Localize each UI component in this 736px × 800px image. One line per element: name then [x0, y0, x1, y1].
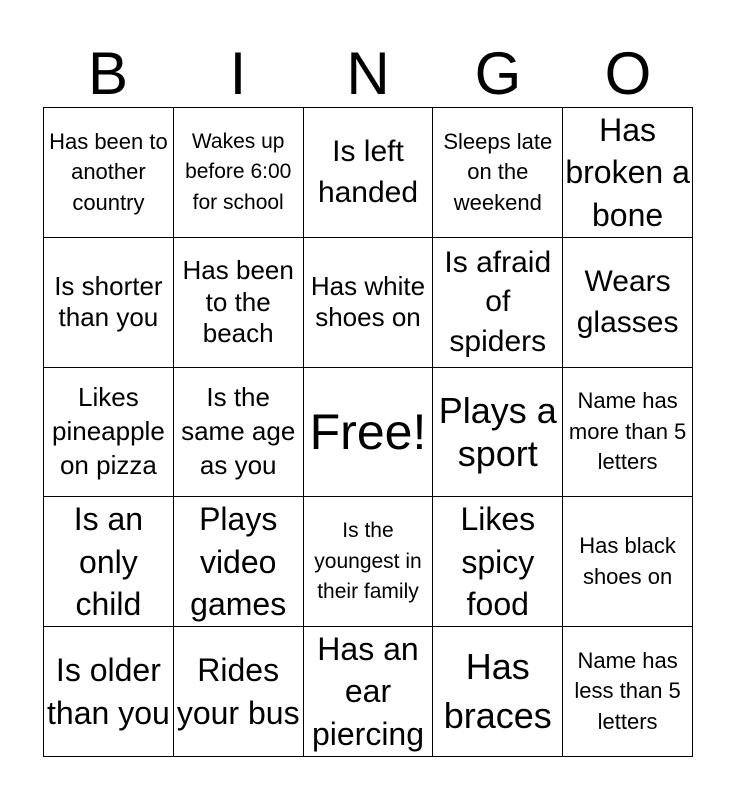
bingo-cell[interactable] [563, 108, 693, 238]
bingo-cell[interactable] [563, 368, 693, 498]
bingo-cell-text: Is shorter than you [54, 271, 163, 333]
bingo-cell-text: Likes pineapple on pizza [52, 382, 165, 480]
bingo-cell-text: Name has less than 5 letters [574, 648, 681, 734]
bingo-cell-text: Is an only child [73, 501, 144, 622]
bingo-cell-text: Is older than you [47, 652, 170, 731]
header-letter-n: N [346, 40, 390, 107]
bingo-cell[interactable] [44, 497, 174, 627]
bingo-cell[interactable] [174, 497, 304, 627]
bingo-cell[interactable] [174, 368, 304, 498]
bingo-cell[interactable] [433, 368, 563, 498]
bingo-cell-text: Has been to the beach [182, 255, 294, 348]
bingo-cell-text: Plays video games [190, 501, 287, 622]
bingo-cell[interactable] [433, 497, 563, 627]
free-space-text: Free! [309, 403, 427, 460]
bingo-cell-text: Has been to another country [49, 128, 168, 215]
bingo-cell[interactable] [304, 627, 434, 757]
bingo-cell[interactable] [563, 238, 693, 368]
bingo-cell-text: Sleeps late on the weekend [443, 128, 553, 215]
bingo-cell-text: Is the same age as you [181, 382, 296, 480]
bingo-cell[interactable] [174, 627, 304, 757]
bingo-cell-text: Has broken a bone [565, 112, 690, 233]
bingo-cell-text: Has an ear piercing [311, 631, 425, 752]
bingo-cell[interactable] [304, 108, 434, 238]
header-letter-i: I [229, 40, 247, 107]
bingo-cell[interactable] [433, 627, 563, 757]
bingo-cell-text: Wears glasses [576, 264, 679, 340]
bingo-cell-text: Has braces [443, 646, 552, 736]
header-letter-b: B [87, 40, 129, 107]
bingo-cell-text: Has white shoes on [310, 271, 426, 333]
bingo-cell[interactable] [44, 627, 174, 757]
bingo-cell[interactable] [433, 108, 563, 238]
bingo-cell[interactable] [44, 238, 174, 368]
header-letter-g: G [474, 40, 522, 107]
bingo-header [43, 40, 693, 108]
bingo-cell[interactable] [174, 238, 304, 368]
bingo-cell[interactable] [563, 627, 693, 757]
header-letter-o: O [604, 40, 652, 107]
bingo-cell[interactable] [304, 497, 434, 627]
bingo-cell-text: Name has more than 5 letters [568, 388, 687, 475]
bingo-cell[interactable] [304, 238, 434, 368]
bingo-cell-text: Has black shoes on [579, 533, 676, 589]
bingo-cell[interactable] [174, 108, 304, 238]
free-space-cell[interactable] [304, 368, 434, 498]
bingo-card-grid [43, 107, 693, 757]
bingo-cell-text: Is the youngest in their family [314, 519, 422, 603]
bingo-cell-text: Wakes up before 6:00 for school [185, 129, 292, 214]
bingo-cell-text: Rides your bus [176, 652, 300, 731]
bingo-cell-text: Plays a sport [438, 389, 557, 474]
bingo-cell[interactable] [44, 108, 174, 238]
bingo-cell-text: Likes spicy food [460, 501, 536, 622]
bingo-cell-text: Is afraid of spiders [444, 245, 552, 358]
bingo-cell[interactable] [44, 368, 174, 498]
bingo-cell-text: Is left handed [317, 135, 419, 210]
bingo-cell[interactable] [563, 497, 693, 627]
bingo-cell[interactable] [433, 238, 563, 368]
